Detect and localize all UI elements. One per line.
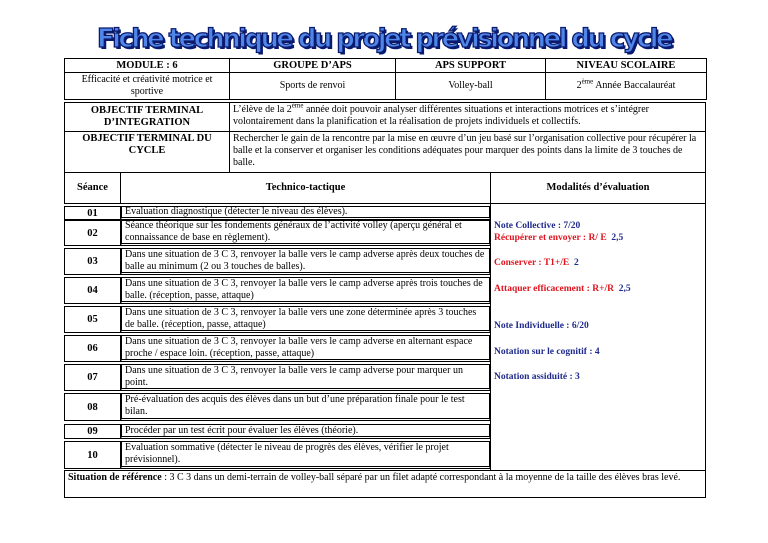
seance-number: 08 bbox=[64, 393, 121, 421]
seance-number: 01 bbox=[64, 206, 121, 220]
objectif-cycle-text: Rechercher le gain de la rencontre par la mise en œuvre d’un jeu basé sur l’organisation collective pour récupérer la balle et la conserver et organiser les conditions adéquates pour marquer des points dans la limite de 3 touches de balle. bbox=[229, 131, 706, 173]
conserver: Conserver : T1+/E 2 bbox=[494, 258, 579, 268]
module-value: Efficacité et créativité motrice et sportive bbox=[65, 73, 230, 100]
column-modalites: Modalités d’évaluation bbox=[490, 172, 706, 204]
document-title: Fiche technique du projet prévisionnel du cycle bbox=[96, 24, 672, 54]
seance-number: 09 bbox=[64, 424, 121, 439]
seance-number: 03 bbox=[64, 248, 121, 275]
seance-number: 06 bbox=[64, 335, 121, 362]
seance-number: 02 bbox=[64, 220, 121, 246]
header-table bbox=[64, 58, 706, 100]
column-seance: Séance bbox=[64, 172, 121, 204]
notation-cognitif: Notation sur le cognitif : 4 bbox=[494, 347, 600, 357]
seance-number: 04 bbox=[64, 277, 121, 304]
seance-description: Dans une situation de 3 C 3, renvoyer la balle vers le camp adverse après trois touches de balle. (réception, passe, attaque) bbox=[121, 277, 490, 304]
seance-description: Dans une situation de 3 C 3, renvoyer la balle vers une zone déterminée après 3 touches de balle. (réception, passe, attaque) bbox=[121, 306, 490, 333]
note-collective: Note Collective : 7/20 bbox=[494, 221, 581, 231]
seance-description: Pré-évaluation des acquis des élèves dans un but d’une préparation finale pour le test bilan. bbox=[121, 393, 490, 421]
seance-description: Dans une situation de 3 C 3, renvoyer la balle vers le camp adverse après deux touches de balle au minimum (2 ou 3 touches de balles). bbox=[121, 248, 490, 275]
attaquer-efficacement: Attaquer efficacement : R+/R 2,5 bbox=[494, 284, 631, 294]
seance-description: Dans une situation de 3 C 3, renvoyer la balle vers le camp adverse pour marquer un point. bbox=[121, 364, 490, 391]
objectif-integration-label: OBJECTIF TERMINAL D’INTEGRATION bbox=[64, 102, 230, 132]
seance-description: Evaluation diagnostique (détecter le niveau des élèves). bbox=[121, 206, 490, 220]
recuperer-envoyer: Récupérer et envoyer : R/ E 2,5 bbox=[494, 233, 624, 243]
module-label: MODULE : 6 bbox=[65, 59, 230, 73]
note-individuelle: Note Individuelle : 6/20 bbox=[494, 321, 589, 331]
seance-description: Dans une situation de 3 C 3, renvoyer la balle vers le camp adverse en alternant espace proche / espace loin. (réception, passe, attaque) bbox=[121, 335, 490, 362]
situation-reference: Situation de référence : 3 C 3 dans un demi-terrain de volley-ball séparé par un filet adapté correspondant à la moyenne de la taille des élèves bras levé. bbox=[64, 470, 706, 498]
groupe-aps-value: Sports de renvoi bbox=[230, 73, 396, 100]
groupe-aps-label: GROUPE D’APS bbox=[230, 59, 396, 73]
seance-description: Evaluation sommative (détecter le niveau de progrès des élèves, vérifier le projet prévisionnel). bbox=[121, 441, 490, 469]
seance-description: Procéder par un test écrit pour évaluer les élèves (théorie). bbox=[121, 424, 490, 439]
seance-description: Séance théorique sur les fondements généraux de l’activité volley (aperçu général et connaissance de base en règlement). bbox=[121, 220, 490, 246]
seance-number: 10 bbox=[64, 441, 121, 469]
objectif-integration-text: L’élève de la 2ème année doit pouvoir analyser différentes situations et interactions motrices et s’intégrer volontairement dans la planification et la réalisation de projets individuels et collectifs. bbox=[229, 102, 706, 132]
niveau-scolaire-label: NIVEAU SCOLAIRE bbox=[546, 59, 707, 73]
seance-number: 05 bbox=[64, 306, 121, 333]
notation-assiduite: Notation assiduité : 3 bbox=[494, 372, 580, 382]
seance-number: 07 bbox=[64, 364, 121, 391]
aps-support-label: APS SUPPORT bbox=[396, 59, 546, 73]
aps-support-value: Volley-ball bbox=[396, 73, 546, 100]
column-technico-tactique: Technico-tactique bbox=[120, 172, 491, 204]
objectif-cycle-label: OBJECTIF TERMINAL DU CYCLE bbox=[64, 131, 230, 173]
niveau-scolaire-value: 2ème Année Baccalauréat bbox=[546, 73, 707, 100]
